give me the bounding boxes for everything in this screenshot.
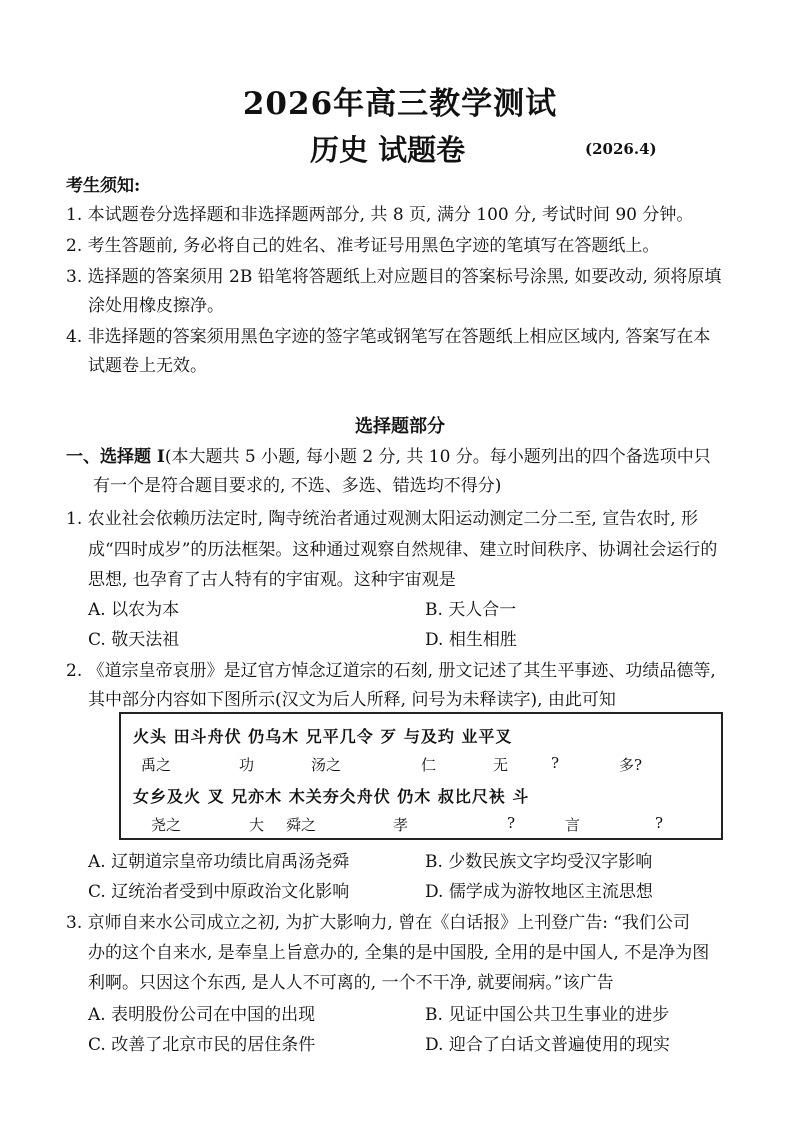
inscription-translation: 孝 — [393, 816, 409, 834]
question-3-option-c[interactable]: C. 改善了北京市民的居住条件 — [88, 1035, 316, 1055]
notice-item-continued: 涂处用橡皮擦净。 — [88, 296, 224, 316]
question-1-option-c[interactable]: C. 敬天法祖 — [88, 630, 180, 650]
inscription-translation: 舜之 — [286, 816, 317, 834]
notice-heading: 考生须知: — [66, 176, 141, 196]
exam-title: 2026年高三教学测试 — [242, 86, 558, 122]
question-3-text: 3. 京师自来水公司成立之初, 为扩大影响力, 曾在《白话报》上刊登广告: “我们公司 — [66, 913, 691, 933]
section-title: 选择题部分 — [355, 416, 445, 437]
question-3-text: 利啊。只因这个东西, 是人人不可离的, 一个不干净, 就要闹病。”该广告 — [88, 973, 614, 993]
question-3-option-a[interactable]: A. 表明股份公司在中国的出现 — [88, 1005, 316, 1025]
inscription-translation: 尧之 — [151, 816, 182, 834]
notice-item: 2. 考生答题前, 务必将自己的姓名、准考证号用黑色字迹的笔填写在答题纸上。 — [66, 236, 660, 256]
part-description: (本大题共 5 小题, 每小题 2 分, 共 10 分。每小题列出的四个备选项中只 — [164, 447, 711, 467]
inscription-translation: 禹之 — [141, 756, 172, 774]
inscription-translation: ? — [655, 814, 664, 832]
notice-item: 1. 本试题卷分选择题和非选择题两部分, 共 8 页, 满分 100 分, 考试时间 90 分钟。 — [66, 205, 694, 225]
question-2-option-c[interactable]: C. 辽统治者受到中原政治文化影响 — [88, 882, 350, 902]
inscription-translation: ? — [507, 814, 516, 832]
question-1-text: 思想, 也孕育了古人特有的宇宙观。这种宇宙观是 — [88, 570, 456, 590]
question-3-text: 办的这个自来水, 是奉皇上旨意办的, 全集的是中国股, 全用的是中国人, 不是净为图 — [88, 943, 710, 963]
inscription-translation: 无 — [493, 756, 509, 774]
question-3-option-d[interactable]: D. 迎合了白话文普遍使用的现实 — [425, 1035, 670, 1055]
question-1-option-d[interactable]: D. 相生相胜 — [425, 630, 517, 650]
question-1-text: 1. 农业社会依赖历法定时, 陶寺统治者通过观测太阳运动测定二分二至, 宣告农时, 形 — [66, 509, 699, 529]
question-2-option-a[interactable]: A. 辽朝道宗皇帝功绩比肩禹汤尧舜 — [88, 852, 350, 872]
inscription-translation: 言 — [565, 816, 581, 834]
khitan-script-row: 女乡及火 叉 兄亦木 木关夯仌舟伏 仍木 叔比尺衭 斗 — [133, 787, 530, 806]
question-1-option-a[interactable]: A. 以农为本 — [88, 600, 180, 620]
inscription-translation: 仁 — [421, 756, 437, 774]
question-1-option-b[interactable]: B. 天人合一 — [425, 600, 517, 620]
question-2-option-b[interactable]: B. 少数民族文字均受汉字影响 — [425, 852, 653, 872]
question-2-text: 其中部分内容如下图所示(汉文为后人所释, 问号为未释读字), 由此可知 — [88, 690, 616, 710]
exam-date: (2026.4) — [585, 140, 657, 158]
notice-item: 3. 选择题的答案须用 2B 铅笔将答题纸上对应题目的答案标号涂黑, 如要改动, 须将原填 — [66, 267, 722, 287]
part-label: 一、选择题 I — [66, 447, 165, 467]
inscription-figure — [119, 712, 723, 840]
question-2-option-d[interactable]: D. 儒学成为游牧地区主流思想 — [425, 882, 653, 902]
question-2-text: 2. 《道宗皇帝哀册》是辽官方悼念辽道宗的石刻, 册文记述了其生平事迹、功绩品德等, — [66, 661, 716, 681]
khitan-script-row: 火头 田斗舟伏 仍乌木 兄平几令 歹 与及玓 业平叉 — [133, 727, 513, 746]
notice-item: 4. 非选择题的答案须用黑色字迹的签字笔或钢笔写在答题纸上相应区域内, 答案写在本 — [66, 327, 711, 347]
subject-title: 历史 试题卷 — [310, 133, 466, 167]
inscription-translation: 汤之 — [311, 756, 342, 774]
inscription-translation: 功 — [239, 756, 255, 774]
question-3-option-b[interactable]: B. 见证中国公共卫生事业的进步 — [425, 1005, 670, 1025]
inscription-translation: 多? — [619, 756, 643, 774]
notice-item-continued: 试题卷上无效。 — [88, 356, 207, 376]
part-heading — [66, 447, 711, 467]
inscription-translation: ? — [551, 754, 560, 772]
inscription-translation: 大 — [249, 816, 265, 834]
question-1-text: 成“四时成岁”的历法框架。这种通过观察自然规律、建立时间秩序、协调社会运行的 — [88, 540, 718, 560]
part-description-continued: 有一个是符合题目要求的, 不选、多选、错选均不得分) — [93, 476, 502, 496]
